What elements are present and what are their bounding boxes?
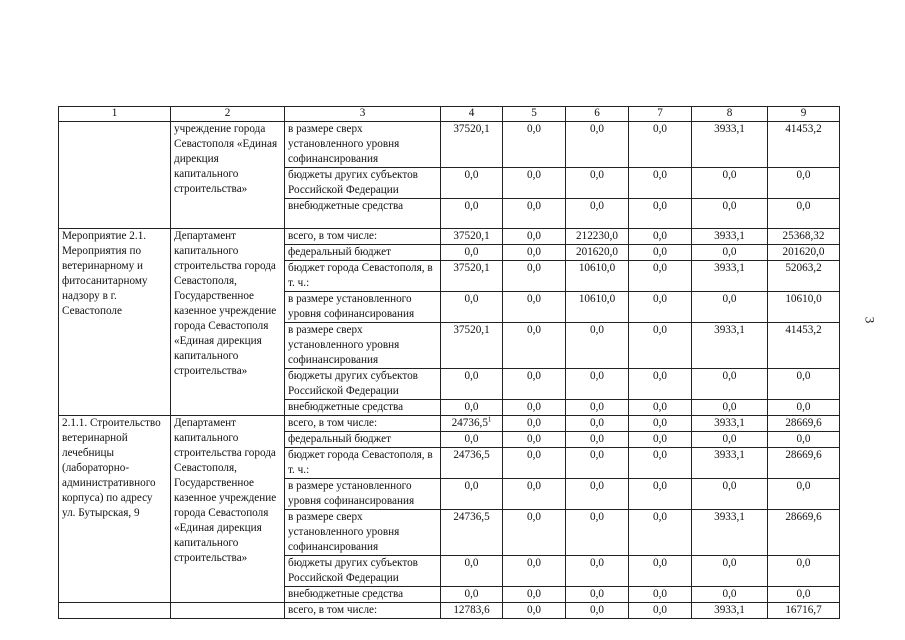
value-cell-c5: 0,0 [503,199,566,229]
value-cell-c6: 201620,0 [566,245,629,261]
header-cell: 1 [59,107,171,122]
value-cell-c9: 25368,32 [768,229,840,245]
value-cell-c8: 0,0 [692,479,768,510]
value-cell-c6: 0,0 [566,603,629,619]
value-cell-c5: 0,0 [503,292,566,323]
budget-table [58,106,840,619]
header-cell: 9 [768,107,840,122]
value-cell-c9: 0,0 [768,587,840,603]
value-cell-c9: 41453,2 [768,122,840,168]
value-cell-c5: 0,0 [503,448,566,479]
value-cell-c7: 0,0 [629,416,692,432]
header-cell: 5 [503,107,566,122]
value-cell-c6: 0,0 [566,416,629,432]
value-cell-c8: 3933,1 [692,261,768,292]
value-cell-c7: 0,0 [629,168,692,199]
value-cell-c8: 3933,1 [692,510,768,556]
header-cell: 4 [441,107,503,122]
page-number: 3 [862,316,878,324]
value-cell-c6: 0,0 [566,432,629,448]
value-cell-c6: 0,0 [566,323,629,369]
value-cell-c7: 0,0 [629,432,692,448]
value-cell-c7: 0,0 [629,510,692,556]
value-cell-c5: 0,0 [503,587,566,603]
value-cell-c5: 0,0 [503,229,566,245]
funding-source-cell: внебюджетные средства [285,587,441,603]
value-cell-c4 [441,416,503,432]
funding-source-cell: внебюджетные средства [285,400,441,416]
value-cell-c8: 3933,1 [692,603,768,619]
measure-name-cell: 2.1.1. Строительство ветеринарной лечебницы (лабораторно-административного корпуса) по адресу ул. Бутырская, 9 [59,416,171,603]
value-cell-c5: 0,0 [503,261,566,292]
value-cell-c9: 0,0 [768,432,840,448]
table-row [59,229,840,245]
funding-source-cell: бюджет города Севастополя, в т. ч.: [285,448,441,479]
value-cell-c8: 0,0 [692,432,768,448]
funding-source-cell: всего, в том числе: [285,603,441,619]
value-cell-c9: 0,0 [768,199,840,229]
value-cell-c7: 0,0 [629,556,692,587]
value-cell-c6: 0,0 [566,122,629,168]
value-cell-c6: 0,0 [566,369,629,400]
value-cell-c4: 0,0 [441,556,503,587]
value-cell-c9: 0,0 [768,479,840,510]
responsible-org-cell [171,603,285,619]
value-cell-c5: 0,0 [503,510,566,556]
value-cell-c6: 0,0 [566,556,629,587]
table-row [59,416,840,432]
table-row [59,603,840,619]
funding-source-cell: бюджеты других субъектов Российской Федерации [285,556,441,587]
value-cell-c7: 0,0 [629,587,692,603]
funding-source-cell: всего, в том числе: [285,416,441,432]
value-cell-c7: 0,0 [629,229,692,245]
header-cell: 2 [171,107,285,122]
value-cell-c6: 10610,0 [566,261,629,292]
value-cell-c7: 0,0 [629,448,692,479]
value-cell-c5: 0,0 [503,432,566,448]
value-cell-c5: 0,0 [503,369,566,400]
value-cell-c8: 0,0 [692,369,768,400]
value-cell-c8: 0,0 [692,199,768,229]
value-cell-c7: 0,0 [629,292,692,323]
value-cell-c5: 0,0 [503,603,566,619]
value-cell-c8: 0,0 [692,168,768,199]
value-cell-c7: 0,0 [629,122,692,168]
value-cell-c6: 10610,0 [566,292,629,323]
funding-source-cell: федеральный бюджет [285,432,441,448]
value-cell-c5: 0,0 [503,479,566,510]
funding-source-cell: бюджеты других субъектов Российской Федерации [285,168,441,199]
funding-source-cell: федеральный бюджет [285,245,441,261]
value-cell-c4: 0,0 [441,292,503,323]
value-cell-c4: 0,0 [441,245,503,261]
value-cell-c4: 0,0 [441,199,503,229]
value-cell-c8: 0,0 [692,400,768,416]
value-cell-c8: 3933,1 [692,323,768,369]
value-cell-c6: 0,0 [566,448,629,479]
value-cell-c4: 0,0 [441,400,503,416]
measure-name-cell [59,603,171,619]
value-cell-c4: 0,0 [441,369,503,400]
value-cell-c5: 0,0 [503,245,566,261]
value-text: 24736,5 [451,417,488,429]
value-cell-c8: 0,0 [692,556,768,587]
value-cell-c4: 24736,5 [441,448,503,479]
value-cell-c9: 28669,6 [768,448,840,479]
value-cell-c9: 28669,6 [768,510,840,556]
value-cell-c6: 0,0 [566,587,629,603]
header-cell: 3 [285,107,441,122]
value-cell-c7: 0,0 [629,261,692,292]
value-cell-c6: 0,0 [566,400,629,416]
funding-source-cell: внебюджетные средства [285,199,441,229]
value-cell-c5: 0,0 [503,122,566,168]
value-cell-c6: 0,0 [566,510,629,556]
value-cell-c9: 0,0 [768,400,840,416]
funding-source-cell: всего, в том числе: [285,229,441,245]
value-cell-c9: 16716,7 [768,603,840,619]
responsible-org-cell: учреждение города Севастополя «Единая дирекция капитального строительства» [171,122,285,229]
value-cell-c7: 0,0 [629,603,692,619]
funding-source-cell: в размере сверх установленного уровня софинансирования [285,122,441,168]
value-cell-c4: 0,0 [441,168,503,199]
value-cell-c6: 0,0 [566,199,629,229]
value-cell-c9: 0,0 [768,556,840,587]
value-cell-c4: 37520,1 [441,122,503,168]
funding-source-cell: в размере установленного уровня софинансирования [285,479,441,510]
value-cell-c7: 0,0 [629,400,692,416]
header-cell: 8 [692,107,768,122]
value-cell-c4: 37520,1 [441,261,503,292]
value-cell-c7: 0,0 [629,369,692,400]
value-cell-c9: 0,0 [768,369,840,400]
value-cell-c6: 0,0 [566,479,629,510]
value-cell-c8: 0,0 [692,245,768,261]
responsible-org-cell: Департамент капитального строительства города Севастополя, Государственное казенное учреждение города Севастополя «Единая дирекция капитального строительства» [171,229,285,416]
responsible-org-cell: Департамент капитального строительства города Севастополя, Государственное казенное учреждение города Севастополя «Единая дирекция капитального строительства» [171,416,285,603]
value-cell-c6: 0,0 [566,168,629,199]
value-cell-c9: 52063,2 [768,261,840,292]
value-cell-c9: 0,0 [768,168,840,199]
value-cell-c4: 0,0 [441,587,503,603]
value-cell-c7: 0,0 [629,199,692,229]
funding-source-cell: в размере установленного уровня софинансирования [285,292,441,323]
value-cell-c4: 0,0 [441,479,503,510]
value-cell-c7: 0,0 [629,245,692,261]
value-cell-c8: 0,0 [692,587,768,603]
measure-name-cell [59,122,171,229]
value-cell-c5: 0,0 [503,416,566,432]
funding-source-cell: в размере сверх установленного уровня софинансирования [285,323,441,369]
value-cell-c9: 41453,2 [768,323,840,369]
table-row [59,122,840,168]
funding-source-cell: в размере сверх установленного уровня софинансирования [285,510,441,556]
value-cell-c7: 0,0 [629,479,692,510]
value-cell-c8: 3933,1 [692,229,768,245]
header-row [59,107,840,122]
value-cell-c6: 212230,0 [566,229,629,245]
value-cell-c5: 0,0 [503,168,566,199]
value-cell-c4: 12783,6 [441,603,503,619]
header-cell: 6 [566,107,629,122]
value-cell-c5: 0,0 [503,556,566,587]
value-cell-c8: 3933,1 [692,122,768,168]
value-cell-c5: 0,0 [503,400,566,416]
value-cell-c4: 37520,1 [441,323,503,369]
value-cell-c8: 3933,1 [692,448,768,479]
value-cell-c9: 28669,6 [768,416,840,432]
value-cell-c9: 10610,0 [768,292,840,323]
value-cell-c4: 0,0 [441,432,503,448]
value-cell-c8: 3933,1 [692,416,768,432]
value-cell-c8: 0,0 [692,292,768,323]
value-cell-c9: 201620,0 [768,245,840,261]
footnote-mark: 1 [487,415,492,424]
funding-source-cell: бюджеты других субъектов Российской Федерации [285,369,441,400]
value-cell-c7: 0,0 [629,323,692,369]
header-cell: 7 [629,107,692,122]
value-cell-c4: 24736,5 [441,510,503,556]
value-cell-c5: 0,0 [503,323,566,369]
funding-source-cell: бюджет города Севастополя, в т. ч.: [285,261,441,292]
measure-name-cell: Мероприятие 2.1. Мероприятия по ветеринарному и фитосанитарному надзору в г. Севастополе [59,229,171,416]
value-cell-c4: 37520,1 [441,229,503,245]
